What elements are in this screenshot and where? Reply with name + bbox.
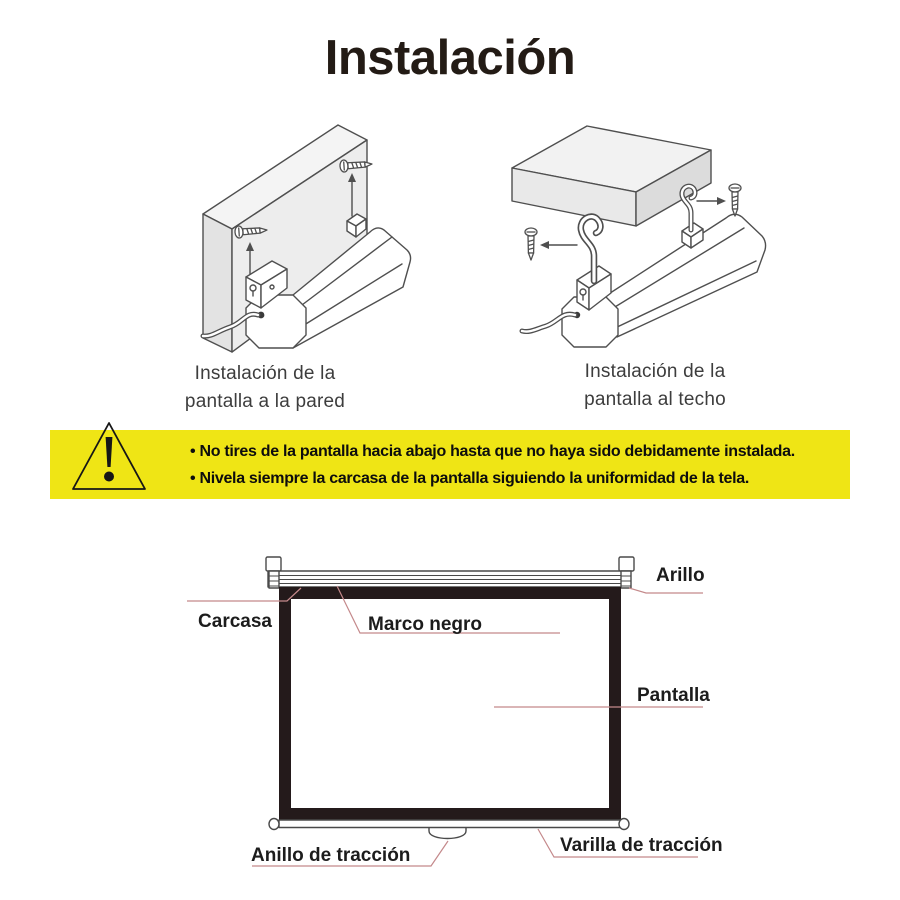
wall-figure-caption (150, 360, 380, 416)
label-varilla-de-traccion: Varilla de tracción (560, 835, 723, 856)
caption-line: pantalla al techo (584, 389, 726, 410)
warning-bullet: • Nivela siempre la carcasa de la pantalla siguiendo la uniformidad de la tela. (190, 470, 750, 487)
label-arillo: Arillo (656, 565, 705, 586)
screw-icon (525, 228, 537, 260)
end-ring (619, 557, 634, 588)
leader-line (629, 588, 703, 593)
warning-triangle-icon (60, 415, 160, 500)
ceiling-installation-figure (495, 108, 775, 363)
ceiling-figure-caption (535, 358, 775, 414)
caption-line: Instalación de la (584, 361, 726, 382)
direction-arrow (540, 241, 577, 249)
page-title: Instalación (324, 31, 576, 85)
wall-installation-figure (180, 108, 440, 363)
warning-text (190, 438, 855, 492)
label-carcasa: Carcasa (198, 611, 272, 632)
casing-bar (268, 571, 623, 587)
warning-bullet: • No tires de la pantalla hacia abajo hasta que no haya sido debidamente instalada. (190, 443, 795, 460)
screen-parts-diagram (180, 540, 725, 885)
label-anillo-de-traccion: Anillo de tracción (251, 845, 411, 866)
label-pantalla: Pantalla (637, 685, 710, 706)
label-marco-negro: Marco negro (368, 614, 483, 635)
caption-line: Instalación de la (194, 363, 336, 384)
direction-arrow (697, 197, 726, 205)
rod-end-ring (619, 819, 629, 830)
caption-line: pantalla a la pared (184, 391, 346, 412)
rod-end-ring (269, 819, 279, 830)
pull-rod (279, 820, 621, 828)
ceiling-shape (512, 126, 711, 226)
screw-icon (729, 184, 741, 216)
